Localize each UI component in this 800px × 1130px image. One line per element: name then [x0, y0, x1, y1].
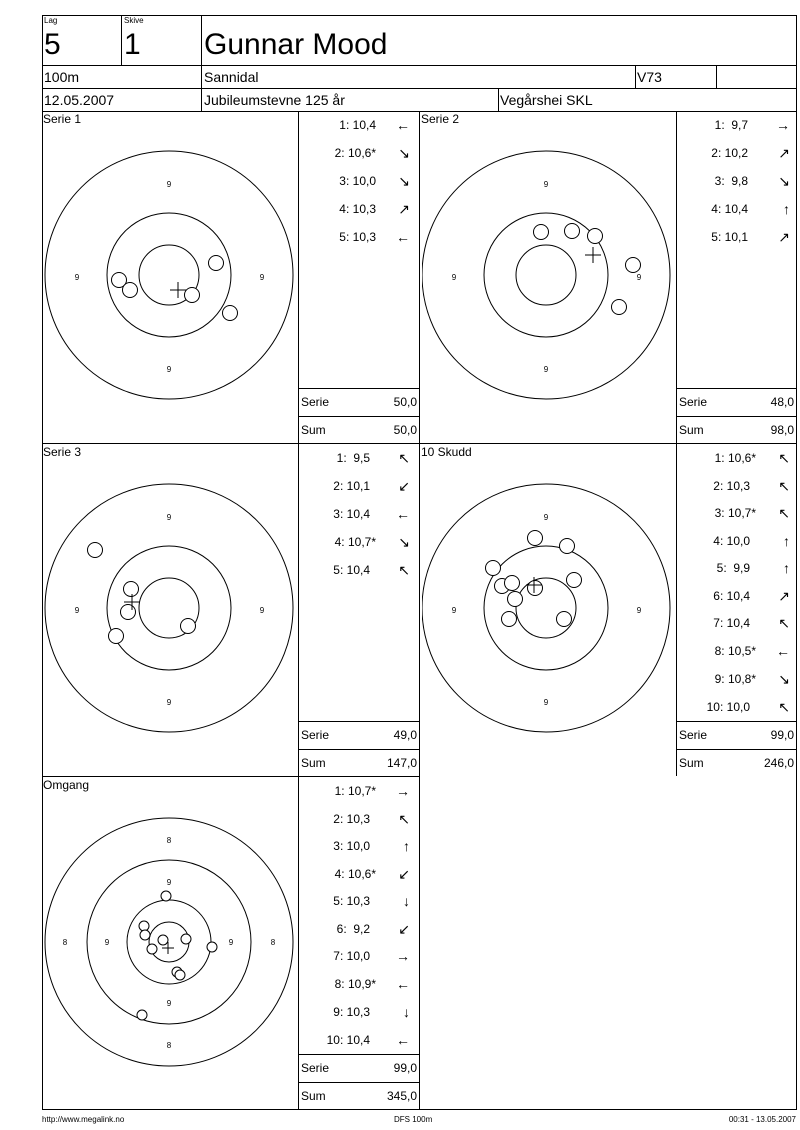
list-item	[678, 451, 794, 478]
shot-score: 8: 10,5*	[714, 644, 756, 658]
shot-direction-icon: →	[776, 117, 790, 133]
shot-hole	[588, 229, 603, 244]
list-item	[300, 230, 416, 258]
shot-hole	[612, 300, 627, 315]
shot-hole	[557, 612, 572, 627]
shot-score: 3: 10,7*	[714, 506, 756, 520]
ring-label: 9	[166, 513, 172, 522]
shot-direction-icon: ↘	[398, 534, 410, 550]
shot-hole	[560, 539, 575, 554]
shot-direction-icon: ←	[396, 117, 410, 133]
shot-direction-icon: ↖	[778, 699, 790, 715]
shot-hole	[209, 256, 224, 271]
shot-direction-icon: ↗	[778, 588, 790, 604]
shot-hole	[534, 225, 549, 240]
lag-label: Lag	[44, 16, 58, 25]
list-item	[300, 146, 416, 174]
shot-direction-icon: ↑	[403, 838, 410, 854]
shot-hole	[161, 891, 171, 901]
shot-direction-icon: ↑	[783, 533, 790, 549]
shot-score: 2: 10,2	[711, 146, 748, 160]
ring-label: 8	[166, 1041, 172, 1050]
serie-value: 48,0	[770, 395, 794, 409]
ring-label: 9	[166, 180, 172, 189]
serie-value: 49,0	[393, 728, 417, 742]
shot-score: 1: 9,7	[714, 118, 748, 132]
ring-label: 9	[74, 273, 80, 282]
skive-value: 1	[124, 28, 141, 61]
panel-title-serie-1: Serie 1	[43, 112, 82, 126]
shot-hole	[181, 934, 191, 944]
shot-hole	[567, 573, 582, 588]
ring-label: 9	[543, 513, 549, 522]
shot-hole	[124, 582, 139, 597]
panel-title-serie-3: Serie 3	[43, 445, 82, 459]
ring-label: 9	[166, 365, 172, 374]
list-item	[300, 839, 416, 866]
shooter-class: V73	[637, 69, 662, 85]
list-item	[300, 1005, 416, 1032]
list-item	[678, 700, 794, 727]
sum-label: Sum	[301, 423, 326, 437]
serie-value: 99,0	[770, 728, 794, 742]
panel-title-omgang: Omgang	[43, 778, 90, 792]
shot-score: 2: 10,1	[333, 479, 370, 493]
shot-direction-icon: ←	[776, 643, 790, 659]
shot-direction-icon: ↓	[403, 893, 410, 909]
shot-score: 2: 10,3	[333, 812, 370, 826]
list-item	[300, 479, 416, 507]
shot-hole	[158, 935, 168, 945]
shot-direction-icon: ←	[396, 229, 410, 245]
shot-direction-icon: ↗	[398, 201, 410, 217]
lag-value: 5	[44, 28, 61, 61]
list-item	[300, 812, 416, 839]
list-item	[300, 867, 416, 894]
list-item	[300, 451, 416, 479]
shot-direction-icon: ↖	[398, 450, 410, 466]
list-item	[678, 118, 794, 146]
list-item	[678, 644, 794, 671]
shot-score: 1: 10,6*	[714, 451, 756, 465]
sum-label: Sum	[679, 423, 704, 437]
list-item	[678, 534, 794, 561]
shot-hole	[175, 970, 185, 980]
target-serie-2	[422, 148, 676, 404]
distance: 100m	[44, 69, 80, 85]
shot-direction-icon: ←	[396, 976, 410, 992]
shot-hole	[181, 619, 196, 634]
shot-score: 4: 10,6*	[334, 867, 376, 881]
shot-direction-icon: →	[396, 783, 410, 799]
shot-score: 4: 10,4	[711, 202, 748, 216]
list-item	[678, 230, 794, 258]
ring-label: 8	[62, 938, 68, 947]
shot-direction-icon: ↗	[778, 145, 790, 161]
shot-direction-icon: ↓	[403, 1004, 410, 1020]
list-item	[300, 784, 416, 811]
shot-score: 10: 10,4	[326, 1033, 370, 1047]
shot-score: 6: 10,4	[713, 589, 750, 603]
shot-score: 8: 10,9*	[334, 977, 376, 991]
list-item	[300, 1033, 416, 1060]
shot-hole	[121, 605, 136, 620]
ring-label: 9	[543, 180, 549, 189]
shot-score: 1: 10,7*	[334, 784, 376, 798]
shot-score: 2: 10,6*	[334, 146, 376, 160]
serie-label: Serie	[679, 728, 708, 742]
target-omgang	[44, 814, 298, 1070]
shot-hole	[109, 629, 124, 644]
shot-hole	[505, 576, 520, 591]
shot-score: 7: 10,0	[333, 949, 370, 963]
list-item	[300, 977, 416, 1004]
list-item	[300, 507, 416, 535]
sum-label: Sum	[301, 1089, 326, 1103]
list-item	[300, 174, 416, 202]
shot-score: 4: 10,7*	[334, 535, 376, 549]
shot-direction-icon: ↑	[783, 560, 790, 576]
shot-direction-icon: ↖	[778, 450, 790, 466]
ring-label: 9	[543, 698, 549, 707]
ring-label: 9	[104, 938, 110, 947]
shot-hole	[223, 306, 238, 321]
list-item	[678, 202, 794, 230]
shot-direction-icon: ↘	[398, 145, 410, 161]
ring-label: 9	[636, 606, 642, 615]
shot-score: 1: 10,4	[339, 118, 376, 132]
shot-hole	[207, 942, 217, 952]
shot-direction-icon: ←	[396, 1032, 410, 1048]
shot-score: 4: 10,0	[713, 534, 750, 548]
list-item	[300, 563, 416, 591]
sum-value: 50,0	[393, 423, 417, 437]
shot-direction-icon: ↖	[778, 478, 790, 494]
list-item	[678, 561, 794, 588]
shot-direction-icon: ↘	[778, 671, 790, 687]
target-10-skudd	[422, 481, 676, 737]
shot-score: 10: 10,0	[706, 700, 750, 714]
shot-hole	[123, 283, 138, 298]
shot-hole	[185, 288, 200, 303]
target-serie-1	[44, 148, 298, 404]
event-name: Jubileumstevne 125 år	[204, 92, 345, 108]
shot-hole	[139, 921, 149, 931]
ring-label: 9	[259, 273, 265, 282]
list-item	[300, 202, 416, 230]
shot-hole	[528, 581, 543, 596]
ring-label: 9	[166, 698, 172, 707]
ring-label: 9	[228, 938, 234, 947]
ring-label: 9	[451, 273, 457, 282]
panel-title-serie-2: Serie 2	[421, 112, 460, 126]
serie-label: Serie	[301, 728, 330, 742]
shot-direction-icon: ↖	[778, 615, 790, 631]
shot-hole	[147, 944, 157, 954]
ring-label: 9	[74, 606, 80, 615]
shot-score: 5: 10,1	[711, 230, 748, 244]
shot-direction-icon: ↗	[778, 229, 790, 245]
shot-direction-icon: ↖	[398, 562, 410, 578]
list-item	[678, 146, 794, 174]
serie-label: Serie	[301, 395, 330, 409]
sum-value: 246,0	[763, 756, 794, 770]
shot-score: 9: 10,8*	[714, 672, 756, 686]
shot-score: 5: 10,4	[333, 563, 370, 577]
list-item	[300, 894, 416, 921]
shot-score: 5: 9,9	[716, 561, 750, 575]
ring-label: 9	[451, 606, 457, 615]
shot-hole	[565, 224, 580, 239]
ring-label: 9	[259, 606, 265, 615]
shot-hole	[508, 592, 523, 607]
club: Sannidal	[204, 69, 259, 85]
shot-hole	[486, 561, 501, 576]
shot-score: 4: 10,3	[339, 202, 376, 216]
shot-hole	[88, 543, 103, 558]
center-marker	[170, 282, 186, 298]
shot-direction-icon: ↙	[398, 866, 410, 882]
ring-label: 9	[543, 365, 549, 374]
footer-timestamp: 00:31 - 13.05.2007	[728, 1115, 796, 1124]
shot-score: 7: 10,4	[713, 616, 750, 630]
shot-score: 2: 10,3	[713, 479, 750, 493]
shot-score: 9: 10,3	[333, 1005, 370, 1019]
list-item	[678, 589, 794, 616]
target-serie-3	[44, 481, 298, 737]
shot-hole	[528, 531, 543, 546]
date: 12.05.2007	[44, 92, 115, 108]
list-item	[300, 949, 416, 976]
list-item	[678, 672, 794, 699]
serie-label: Serie	[679, 395, 708, 409]
list-item	[678, 479, 794, 506]
serie-value: 50,0	[393, 395, 417, 409]
sum-label: Sum	[301, 756, 326, 770]
center-marker	[585, 247, 601, 263]
sum-value: 98,0	[770, 423, 794, 437]
shot-direction-icon: ↙	[398, 478, 410, 494]
shot-score: 6: 9,2	[336, 922, 370, 936]
sum-value: 345,0	[386, 1089, 417, 1103]
shot-direction-icon: ↘	[778, 173, 790, 189]
list-item	[678, 616, 794, 643]
list-item	[300, 535, 416, 563]
shot-score: 3: 10,4	[333, 507, 370, 521]
sum-label: Sum	[679, 756, 704, 770]
shot-hole	[502, 612, 517, 627]
shot-direction-icon: ↘	[398, 173, 410, 189]
range-name: Vegårshei SKL	[500, 92, 593, 108]
list-item	[678, 174, 794, 202]
ring-label: 9	[166, 999, 172, 1008]
shot-direction-icon: ↑	[783, 201, 790, 217]
shot-hole	[626, 258, 641, 273]
shot-direction-icon: ↖	[398, 811, 410, 827]
shot-direction-icon: ↙	[398, 921, 410, 937]
footer-program: DFS 100m	[394, 1115, 433, 1124]
skive-label: Skive	[124, 16, 144, 25]
ring-label: 9	[166, 878, 172, 887]
ring-label: 8	[166, 836, 172, 845]
footer-website: http://www.megalink.no	[42, 1115, 125, 1124]
list-item	[300, 922, 416, 949]
shot-hole	[137, 1010, 147, 1020]
sum-value: 147,0	[386, 756, 417, 770]
shot-direction-icon: →	[396, 948, 410, 964]
panel-title-10-skudd: 10 Skudd	[421, 445, 472, 459]
shot-score: 3: 10,0	[339, 174, 376, 188]
shot-score: 1: 9,5	[336, 451, 370, 465]
shot-score: 3: 10,0	[333, 839, 370, 853]
shot-score: 3: 9,8	[714, 174, 748, 188]
shot-score: 5: 10,3	[333, 894, 370, 908]
shot-direction-icon: ↖	[778, 505, 790, 521]
shot-hole	[140, 930, 150, 940]
shooter-name: Gunnar Mood	[204, 28, 388, 61]
list-item	[300, 118, 416, 146]
shot-score: 5: 10,3	[339, 230, 376, 244]
ring-label: 8	[270, 938, 276, 947]
shot-direction-icon: ←	[396, 506, 410, 522]
ring-label: 9	[636, 273, 642, 282]
serie-label: Serie	[301, 1061, 330, 1075]
serie-value: 99,0	[393, 1061, 417, 1075]
list-item	[678, 506, 794, 533]
